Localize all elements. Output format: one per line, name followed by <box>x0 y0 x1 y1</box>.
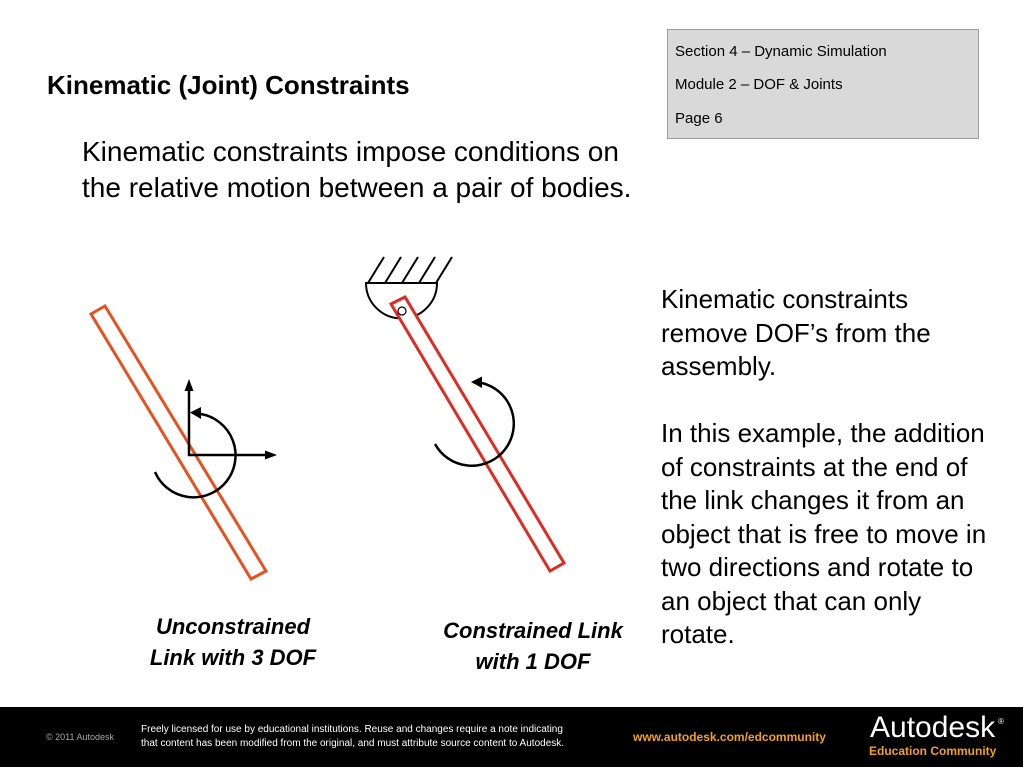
section-label: Section 4 – Dynamic Simulation <box>675 43 887 60</box>
ground-hatch-line <box>385 257 401 283</box>
intro-text <box>82 134 631 206</box>
explanation-line: In this example, the addition <box>661 418 985 448</box>
unconstrained-link-bar <box>91 306 266 579</box>
x-axis-arrowhead-icon <box>265 451 277 460</box>
pin-support-half-disc <box>366 283 437 318</box>
section-info-box <box>667 29 979 139</box>
ground-hatch-line <box>368 257 384 283</box>
ground-support-icon <box>366 257 452 318</box>
edcommunity-link[interactable]: www.autodesk.com/edcommunity <box>633 730 826 744</box>
ground-hatch-line <box>436 257 452 283</box>
constrained-link-figure <box>366 257 564 571</box>
education-community-label: Education Community <box>869 744 997 758</box>
explanation-line: rotate. <box>661 619 735 649</box>
rotation-arrow-arc <box>435 383 514 466</box>
pin-joint-icon <box>398 307 406 315</box>
caption-line: with 1 DOF <box>475 649 591 674</box>
explanation-line: remove DOF’s from the <box>661 317 931 348</box>
unconstrained-link-caption <box>123 611 343 673</box>
explanation-paragraph-1 <box>661 283 986 384</box>
footer-bar <box>0 707 1023 767</box>
explanation-line: an object that can only <box>661 585 922 616</box>
explanation-text <box>661 283 986 652</box>
license-text <box>141 723 564 751</box>
intro-line: the relative motion between a pair of bodies. <box>82 172 632 203</box>
page-number-label: Page 6 <box>675 110 723 127</box>
explanation-paragraph-2 <box>661 417 986 652</box>
rotation-arrow-arc <box>155 414 236 497</box>
caption-line: Constrained Link <box>443 618 623 643</box>
autodesk-logo: Autodesk <box>870 711 996 744</box>
license-line: that content has been modified from the original, and must attribute source content to Autodesk. <box>141 738 565 749</box>
explanation-line: assembly. <box>661 351 777 381</box>
explanation-line: two directions and rotate to <box>661 552 974 582</box>
explanation-line: object that is free to move in <box>661 518 987 549</box>
registered-mark: ® <box>998 717 1004 726</box>
constrained-link-caption <box>423 615 643 677</box>
license-line: Freely licensed for use by educational institutions. Reuse and changes require a note indicating <box>141 724 563 735</box>
explanation-line: of constraints at the end of <box>661 451 968 482</box>
rotation-arrowhead-icon <box>190 407 201 419</box>
slide-title: Kinematic (Joint) Constraints <box>47 70 410 100</box>
constrained-link-bar <box>391 297 564 571</box>
unconstrained-link-figure <box>91 306 277 579</box>
module-label: Module 2 – DOF & Joints <box>675 76 843 93</box>
caption-line: Link with 3 DOF <box>149 645 317 670</box>
y-axis-arrowhead-icon <box>185 379 194 391</box>
copyright-text: © 2011 Autodesk <box>46 732 115 742</box>
explanation-line: Kinematic constraints <box>661 284 909 314</box>
ground-hatch-line <box>402 257 418 283</box>
explanation-line: the link changes it from an <box>661 485 965 515</box>
paragraph-spacer <box>661 384 986 418</box>
intro-line: Kinematic constraints impose conditions on <box>82 136 619 167</box>
caption-line: Unconstrained <box>155 614 311 639</box>
rotation-arrowhead-icon <box>471 377 482 389</box>
ground-hatch-line <box>419 257 435 283</box>
